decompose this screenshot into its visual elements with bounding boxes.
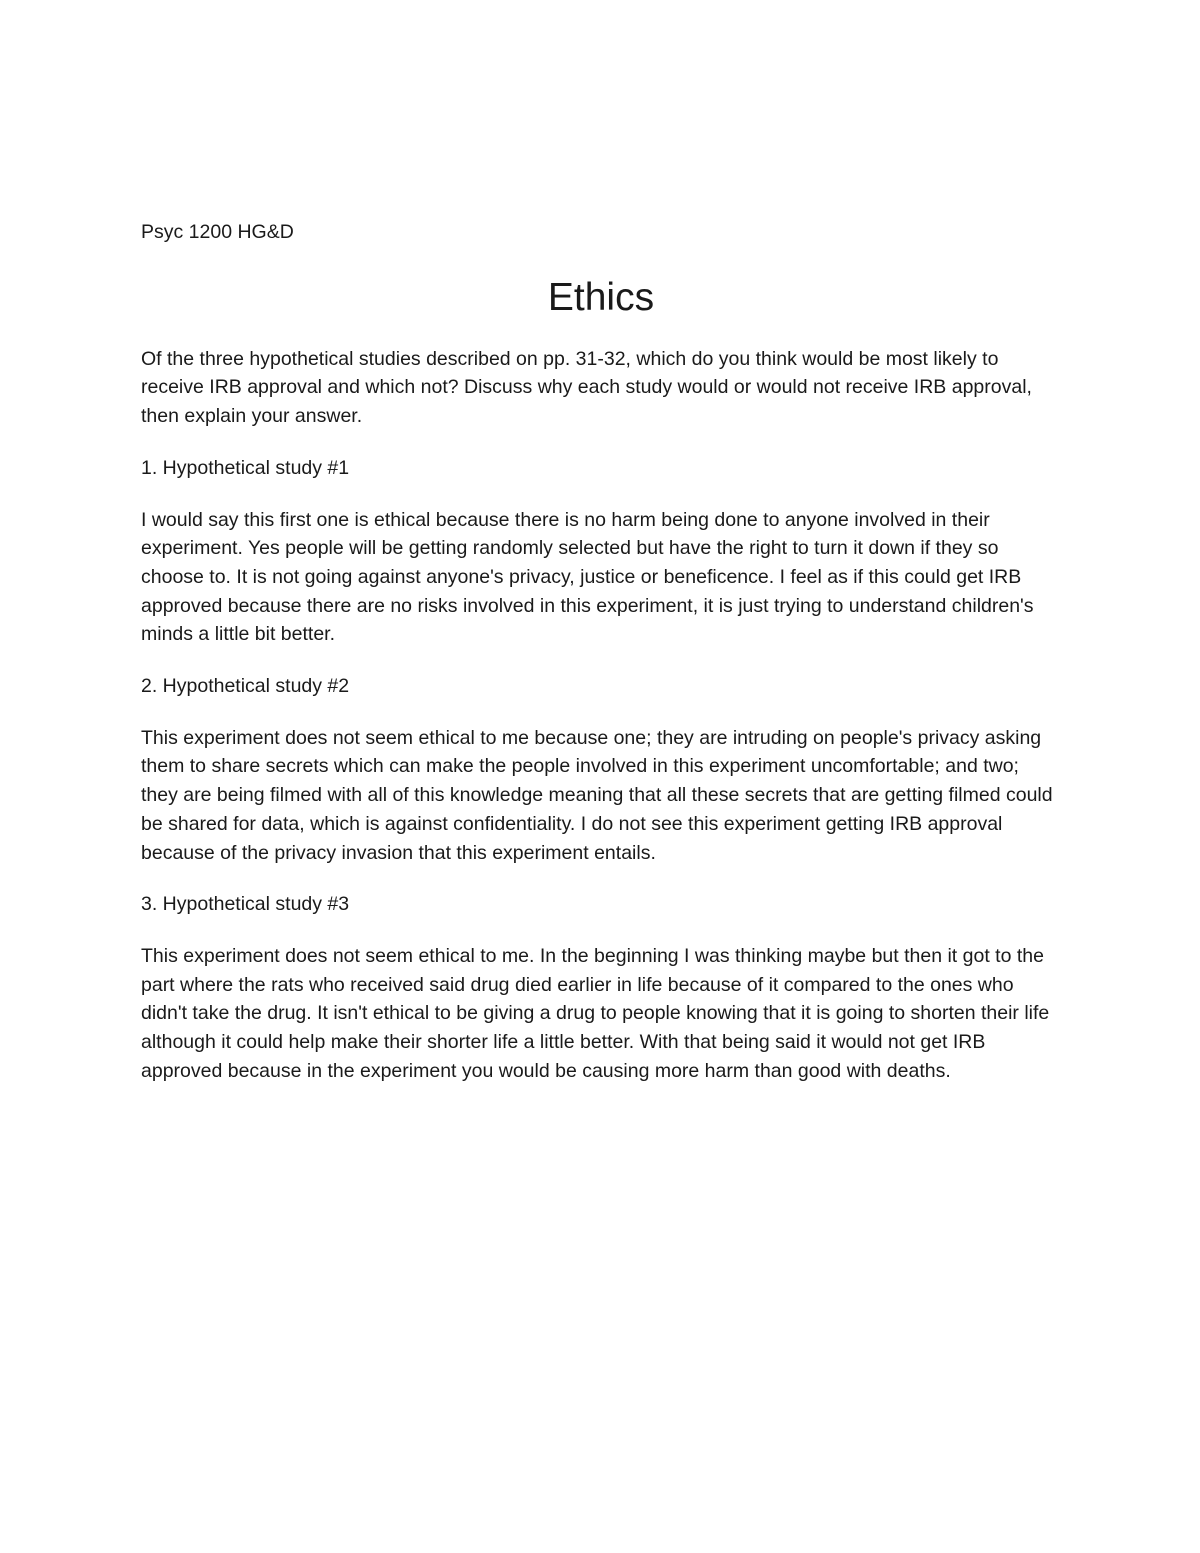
study-3-answer: This experiment does not seem ethical to me. In the beginning I was thinking maybe but then it got to the part where the rats who received said drug died earlier in life because of it compared to the ones who didn't take the drug. It isn't ethical to be giving a drug to people knowing that it is going to shorten their life although it could help make their shorter life a little better. With that being said it would not get IRB approved because in the experiment you would be causing more harm than good with deaths. [141,944,1050,1082]
study-2-answer: This experiment does not seem ethical to me because one; they are intruding on people's privacy asking them to share secrets which can make the people involved in this experiment uncomfortable; and two; they are being filmed with all of this knowledge meaning that all these secrets that are getting filmed could be shared for data, which is against confidentiality. I do not see this experiment getting IRB approval because of the privacy invasion that this experiment entails. [141,726,1053,864]
course-label: Psyc 1200 HG&D [141,221,294,243]
study-2-heading: 2. Hypothetical study #2 [141,675,350,698]
study-1-answer: I would say this first one is ethical because there is no harm being done to anyone involved in their experiment. Yes people will be getting randomly selected but have the right to turn it down if they so choose to. It is not going against anyone's privacy, justice or beneficence. I feel as if this could get IRB approved because there are no risks involved in this experiment, it is just trying to understand children's minds a little bit better. [141,508,1034,646]
document-body [141,218,1061,1085]
study-3-heading: 3. Hypothetical study #3 [141,893,350,916]
assignment-prompt: Of the three hypothetical studies described on pp. 31-32, which do you think would be most likely to receive IRB approval and which not? Discuss why each study would or would not receive IRB approval, then explain your answer. [141,347,1032,428]
document-title: Ethics [547,275,655,319]
study-1-heading: 1. Hypothetical study #1 [141,456,350,479]
